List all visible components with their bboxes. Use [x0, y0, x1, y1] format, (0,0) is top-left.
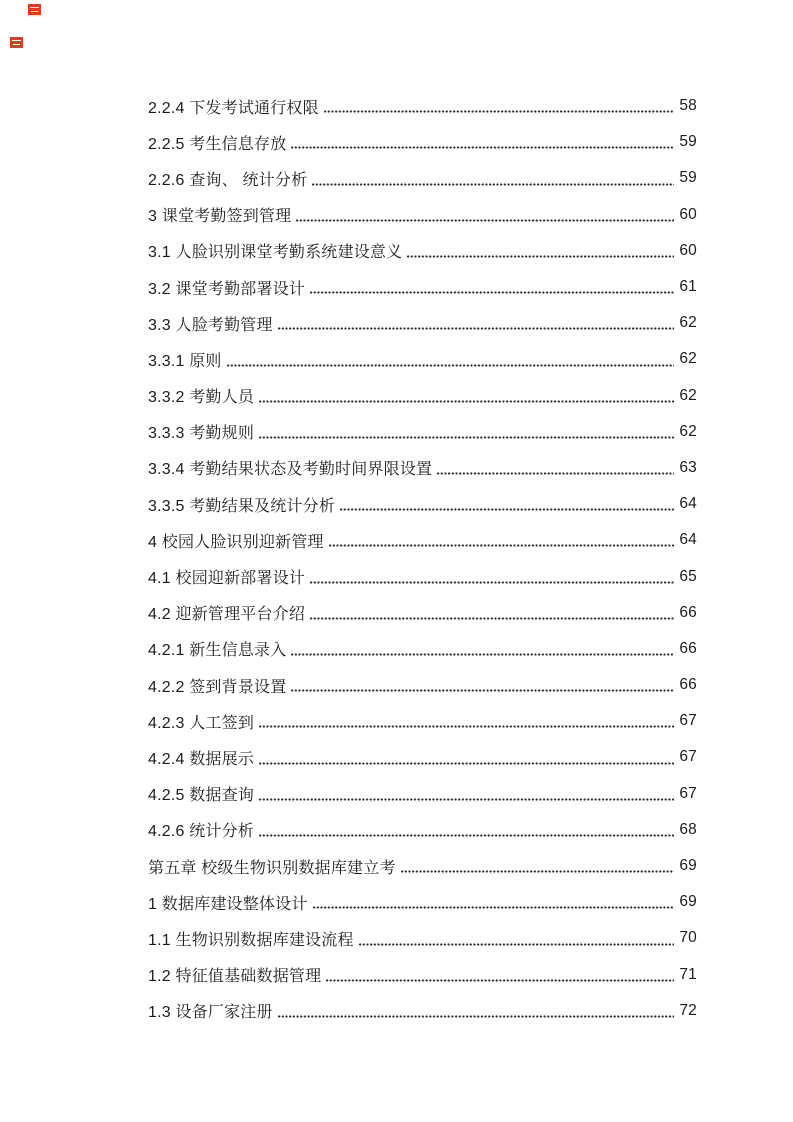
toc-entry-label: 4.2 迎新管理平台介绍	[148, 606, 306, 624]
toc-entry[interactable]	[148, 124, 697, 160]
toc-entry-label: 1 数据库建设整体设计	[148, 895, 308, 913]
dot-leader	[259, 762, 674, 765]
toc-entry[interactable]	[148, 88, 697, 124]
toc-entry-page-number: 71	[679, 965, 697, 983]
toc-entry[interactable]	[148, 450, 697, 486]
toc-entry[interactable]	[148, 920, 697, 956]
toc-entry[interactable]	[148, 957, 697, 993]
toc-entry[interactable]	[148, 812, 697, 848]
red-stamp-mark-icon	[10, 37, 23, 48]
toc-entry[interactable]	[148, 160, 697, 196]
toc-entry-page-number: 62	[679, 314, 697, 332]
toc-entry-label: 3.3 人脸考勤管理	[148, 316, 273, 334]
toc-entry[interactable]	[148, 197, 697, 233]
toc-entry-label: 2.2.4 下发考试通行权限	[148, 99, 319, 117]
toc-entry-page-number: 67	[679, 712, 697, 730]
toc-entry-page-number: 59	[679, 133, 697, 151]
toc-entry[interactable]	[148, 558, 697, 594]
dot-leader	[259, 436, 674, 439]
toc-entry-label: 2.2.6 查询、 统计分析	[148, 171, 308, 189]
toc-entry-page-number: 64	[679, 531, 697, 549]
toc-entry-label: 4.2.5 数据查询	[148, 787, 255, 805]
dot-leader	[313, 906, 674, 909]
toc-entry[interactable]	[148, 703, 697, 739]
toc-entry[interactable]	[148, 848, 697, 884]
toc-entry-page-number: 69	[679, 857, 697, 875]
toc-entry[interactable]	[148, 739, 697, 775]
dot-leader	[437, 472, 674, 475]
toc-entry[interactable]	[148, 233, 697, 269]
toc-entry[interactable]	[148, 993, 697, 1029]
toc-entry-page-number: 60	[679, 241, 697, 259]
toc-entry[interactable]	[148, 269, 697, 305]
toc-entry-label: 第五章 校级生物识别数据库建立考	[148, 859, 396, 877]
toc-entry-label: 3.3.3 考勤规则	[148, 425, 255, 443]
toc-entry-page-number: 62	[679, 386, 697, 404]
toc-entry-label: 4 校园人脸识别迎新管理	[148, 533, 324, 551]
toc-entry-page-number: 64	[679, 495, 697, 513]
toc-entry-page-number: 65	[679, 567, 697, 585]
toc-entry[interactable]	[148, 631, 697, 667]
dot-leader	[310, 581, 674, 584]
toc-entry-page-number: 67	[679, 784, 697, 802]
dot-leader	[259, 798, 674, 801]
toc-entry-page-number: 66	[679, 676, 697, 694]
toc-entry-label: 2.2.5 考生信息存放	[148, 135, 287, 153]
dot-leader	[401, 870, 674, 873]
toc-entry[interactable]	[148, 595, 697, 631]
toc-entry[interactable]	[148, 378, 697, 414]
toc-entry-label: 1.2 特征值基础数据管理	[148, 968, 322, 986]
dot-leader	[312, 183, 674, 186]
toc-entry[interactable]	[148, 414, 697, 450]
toc-entry-label: 3.2 课堂考勤部署设计	[148, 280, 306, 298]
toc-entry-page-number: 68	[679, 820, 697, 838]
dot-leader	[259, 725, 674, 728]
dot-leader	[227, 364, 674, 367]
toc-entry[interactable]	[148, 486, 697, 522]
dot-leader	[340, 508, 674, 511]
toc-entry-label: 3.3.4 考勤结果状态及考勤时间界限设置	[148, 461, 433, 479]
toc-entry-page-number: 66	[679, 603, 697, 621]
toc-entry-page-number: 63	[679, 458, 697, 476]
dot-leader	[259, 400, 674, 403]
toc-entry-label: 3 课堂考勤签到管理	[148, 208, 292, 226]
toc-entry-label: 4.2.3 人工签到	[148, 714, 255, 732]
toc-entry-label: 4.2.2 签到背景设置	[148, 678, 287, 696]
toc-entry-label: 4.2.1 新生信息录入	[148, 642, 287, 660]
toc-entry-page-number: 72	[679, 1001, 697, 1019]
toc-entry[interactable]	[148, 522, 697, 558]
dot-leader	[291, 653, 674, 656]
toc-entry-page-number: 70	[679, 929, 697, 947]
toc-entry-page-number: 59	[679, 169, 697, 187]
toc-entry[interactable]	[148, 884, 697, 920]
toc-entry[interactable]	[148, 341, 697, 377]
dot-leader	[259, 834, 674, 837]
toc-entry-label: 3.3.5 考勤结果及统计分析	[148, 497, 336, 515]
dot-leader	[291, 689, 674, 692]
toc-entry-label: 3.3.2 考勤人员	[148, 389, 255, 407]
dot-leader	[291, 146, 674, 149]
toc-entry-page-number: 66	[679, 639, 697, 657]
dot-leader	[296, 219, 674, 222]
toc-entry-label: 1.1 生物识别数据库建设流程	[148, 931, 354, 949]
toc-entry-page-number: 62	[679, 350, 697, 368]
red-stamp-mark-icon	[28, 4, 41, 15]
dot-leader	[359, 943, 674, 946]
toc-entry-page-number: 69	[679, 893, 697, 911]
dot-leader	[326, 979, 674, 982]
toc-entry-label: 3.3.1 原则	[148, 352, 222, 370]
toc-entry-page-number: 67	[679, 748, 697, 766]
toc-entry-page-number: 58	[679, 97, 697, 115]
toc-entry-page-number: 61	[679, 278, 697, 296]
toc-entry[interactable]	[148, 776, 697, 812]
dot-leader	[278, 327, 674, 330]
toc-entry-label: 3.1 人脸识别课堂考勤系统建设意义	[148, 244, 403, 262]
dot-leader	[324, 110, 674, 113]
toc-entry-label: 1.3 设备厂家注册	[148, 1004, 273, 1022]
toc-entry-page-number: 62	[679, 422, 697, 440]
toc-entry-label: 4.1 校园迎新部署设计	[148, 570, 306, 588]
toc-entry-page-number: 60	[679, 205, 697, 223]
toc-entry-label: 4.2.6 统计分析	[148, 823, 255, 841]
toc-entry[interactable]	[148, 305, 697, 341]
dot-leader	[310, 291, 674, 294]
dot-leader	[278, 1015, 674, 1018]
dot-leader	[310, 617, 674, 620]
dot-leader	[407, 255, 674, 258]
toc-entry-label: 4.2.4 数据展示	[148, 750, 255, 768]
toc-entry[interactable]	[148, 667, 697, 703]
dot-leader	[329, 544, 674, 547]
table-of-contents	[148, 88, 697, 1029]
